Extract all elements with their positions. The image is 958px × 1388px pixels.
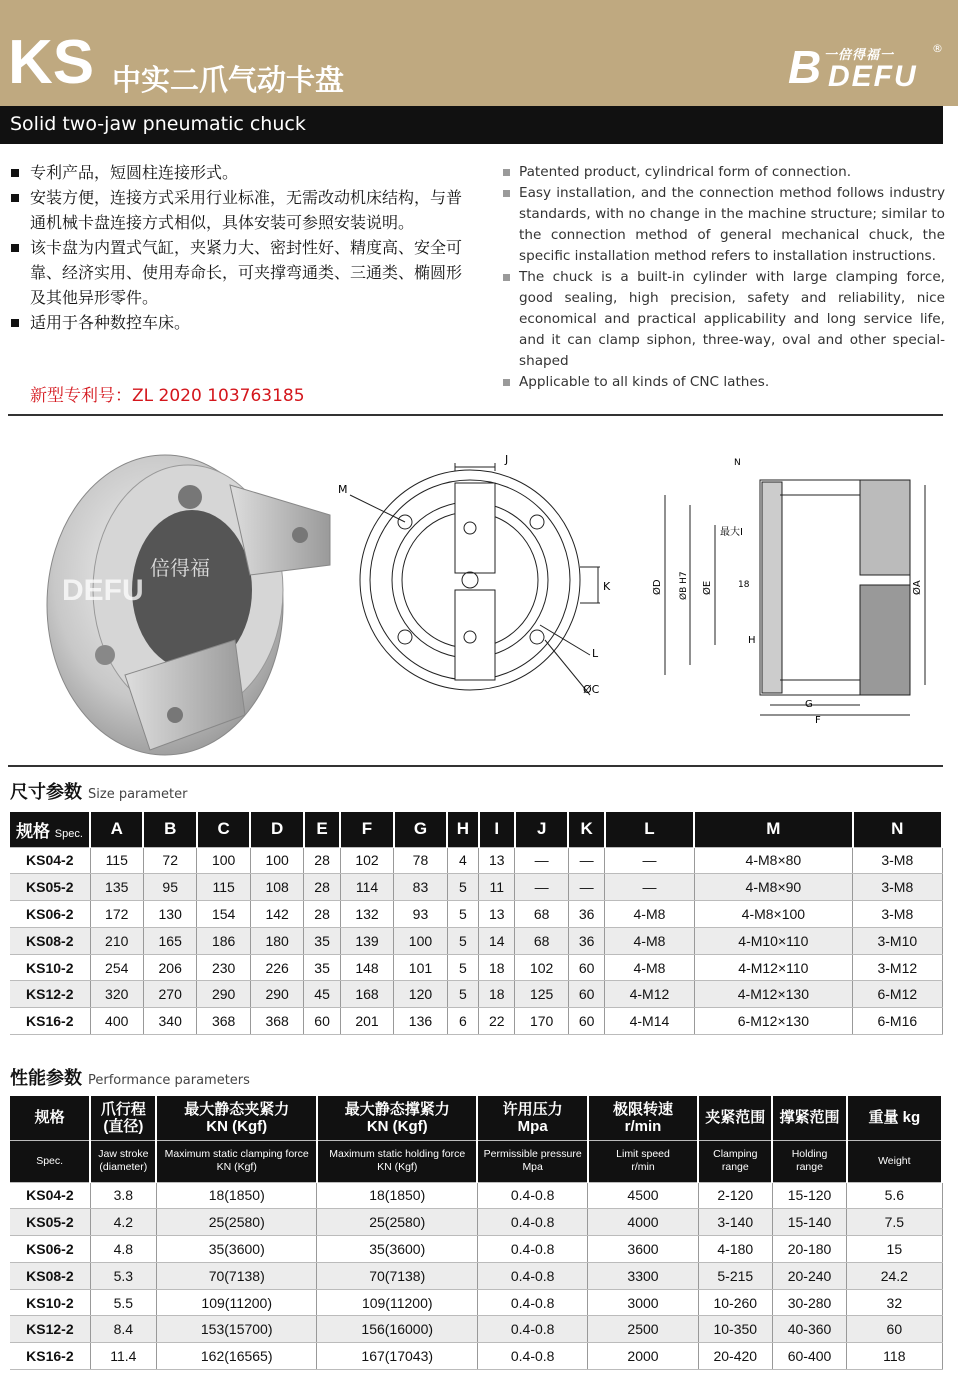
- table-cell: 70(7138): [317, 1262, 478, 1289]
- table-cell: 5-215: [698, 1262, 772, 1289]
- table-cell: 18: [479, 981, 515, 1008]
- table-cell: 0.4-0.8: [477, 1316, 587, 1343]
- product-title-en: Solid two-jaw pneumatic chuck: [0, 106, 943, 144]
- size-parameter-table: [10, 812, 943, 1035]
- dim-label-m: M: [338, 483, 348, 496]
- table-cell: —: [568, 847, 604, 874]
- table-cell: KS10-2: [10, 954, 90, 981]
- column-header-en: Maximum static clamping force KN (Kgf): [156, 1140, 317, 1182]
- table-row: [10, 954, 942, 981]
- dim-label-n: N: [734, 458, 741, 468]
- brand-logo-word: DEFU: [828, 60, 918, 93]
- table-cell: 320: [90, 981, 143, 1008]
- table-cell: KS05-2: [10, 1209, 90, 1236]
- table-row: [10, 1343, 942, 1370]
- table-cell: 18: [479, 954, 515, 981]
- table-cell: 3.8: [90, 1182, 156, 1209]
- features-cn-list: [10, 160, 470, 335]
- spec-header: 规格 Spec.: [10, 812, 90, 847]
- table-cell: 4-M8×90: [694, 874, 853, 901]
- column-header: J: [515, 812, 568, 847]
- table-cell: 35: [304, 954, 340, 981]
- watermark-cn: 倍得福: [150, 556, 210, 580]
- dim-label-18: 18: [738, 580, 750, 590]
- table-cell: 290: [250, 981, 303, 1008]
- column-header-cn: 撑紧范围: [772, 1096, 846, 1140]
- table-cell: 25(2580): [317, 1209, 478, 1236]
- table-cell: 5.3: [90, 1262, 156, 1289]
- table-cell: 290: [197, 981, 250, 1008]
- table-cell: 3-M8: [853, 847, 942, 874]
- table-cell: 6-M12: [853, 981, 942, 1008]
- table-cell: —: [568, 874, 604, 901]
- divider: [8, 414, 943, 416]
- product-title-cn: 中实二爪气动卡盘: [112, 63, 345, 97]
- table-cell: 32: [847, 1289, 942, 1316]
- table-cell: 4000: [588, 1209, 698, 1236]
- table-cell: 0.4-0.8: [477, 1209, 587, 1236]
- table-cell: 4-M8: [605, 901, 694, 928]
- table-cell: 226: [250, 954, 303, 981]
- table-cell: 210: [90, 927, 143, 954]
- table-cell: 45: [304, 981, 340, 1008]
- table-cell: 0.4-0.8: [477, 1289, 587, 1316]
- table-cell: 4: [447, 847, 478, 874]
- dim-label-f: F: [815, 715, 821, 726]
- table-cell: 101: [394, 954, 447, 981]
- table-cell: 3-M10: [853, 927, 942, 954]
- table-cell: KS08-2: [10, 1262, 90, 1289]
- column-header: L: [605, 812, 694, 847]
- table-cell: KS10-2: [10, 1289, 90, 1316]
- dim-label-b: ØB H7: [679, 571, 689, 600]
- table-cell: 4-M12: [605, 981, 694, 1008]
- table-cell: 165: [143, 927, 196, 954]
- table-cell: 5: [447, 874, 478, 901]
- table-cell: 4.8: [90, 1236, 156, 1263]
- table-cell: —: [605, 874, 694, 901]
- table-cell: 135: [90, 874, 143, 901]
- table-cell: 60: [568, 981, 604, 1008]
- table-cell: 230: [197, 954, 250, 981]
- table-cell: 4-M8: [605, 927, 694, 954]
- table-cell: 28: [304, 874, 340, 901]
- table-cell: 35(3600): [156, 1236, 317, 1263]
- table-cell: 4-M8×100: [694, 901, 853, 928]
- table-row: [10, 1236, 942, 1263]
- table-cell: 115: [197, 874, 250, 901]
- table-cell: 4-M12×130: [694, 981, 853, 1008]
- table-cell: 142: [250, 901, 303, 928]
- table-cell: 180: [250, 927, 303, 954]
- table-cell: 154: [197, 901, 250, 928]
- table-cell: 28: [304, 901, 340, 928]
- registered-mark: ®: [932, 42, 943, 55]
- performance-parameter-table: [10, 1096, 943, 1370]
- table-cell: 125: [515, 981, 568, 1008]
- table-cell: 102: [515, 954, 568, 981]
- size-section-title: 尺寸参数 Size parameter: [10, 782, 188, 803]
- table-cell: 153(15700): [156, 1316, 317, 1343]
- table-cell: 30-280: [772, 1289, 846, 1316]
- brand-logo-cn: 一倍得福一: [824, 48, 895, 63]
- features-en-list: [503, 162, 945, 393]
- table-cell: 24.2: [847, 1262, 942, 1289]
- table-cell: 3000: [588, 1289, 698, 1316]
- column-header: M: [694, 812, 853, 847]
- table-row: [10, 981, 942, 1008]
- table-cell: 139: [340, 927, 393, 954]
- table-cell: 36: [568, 927, 604, 954]
- patent-number: 新型专利号：ZL 2020 103763185: [30, 386, 305, 406]
- table-cell: 5: [447, 954, 478, 981]
- column-header: B: [143, 812, 196, 847]
- column-header: C: [197, 812, 250, 847]
- side-section-drawing: [665, 480, 925, 715]
- table-cell: KS12-2: [10, 981, 90, 1008]
- table-cell: 14: [479, 927, 515, 954]
- dim-label-c: ØC: [583, 683, 600, 696]
- table-cell: 2500: [588, 1316, 698, 1343]
- table-cell: 6-M12×130: [694, 1008, 853, 1035]
- table-cell: 3-140: [698, 1209, 772, 1236]
- dim-label-a: ØA: [912, 580, 923, 595]
- table-cell: 60: [847, 1316, 942, 1343]
- table-cell: 0.4-0.8: [477, 1182, 587, 1209]
- table-row: [10, 1289, 942, 1316]
- perf-header-row-en: [10, 1140, 942, 1182]
- table-cell: 95: [143, 874, 196, 901]
- table-cell: 115: [90, 847, 143, 874]
- table-cell: 5: [447, 901, 478, 928]
- column-header-cn: 重量 kg: [847, 1096, 942, 1140]
- table-cell: 60: [304, 1008, 340, 1035]
- column-header-en: Holding range: [772, 1140, 846, 1182]
- dim-label-k: K: [603, 580, 611, 593]
- dim-label-l: L: [592, 647, 599, 660]
- table-cell: 109(11200): [156, 1289, 317, 1316]
- table-cell: 109(11200): [317, 1289, 478, 1316]
- table-cell: 4-M10×110: [694, 927, 853, 954]
- feature-cn-item: 适用于各种数控车床。: [10, 310, 470, 335]
- column-header: F: [340, 812, 393, 847]
- table-cell: 3600: [588, 1236, 698, 1263]
- table-cell: —: [515, 847, 568, 874]
- table-cell: 72: [143, 847, 196, 874]
- table-row: [10, 1182, 942, 1209]
- table-cell: 15-120: [772, 1182, 846, 1209]
- table-cell: 4-180: [698, 1236, 772, 1263]
- table-cell: 13: [479, 847, 515, 874]
- dim-label-i: 最大I: [720, 527, 743, 538]
- feature-cn-item: 该卡盘为内置式气缸，夹紧力大、密封性好、精度高、安全可靠、经济实用、使用寿命长，可夹撑弯通类、三通类、椭圆形及其他异形零件。: [10, 235, 470, 310]
- table-cell: 5: [447, 927, 478, 954]
- table-cell: 4-M14: [605, 1008, 694, 1035]
- table-cell: 4-M12×110: [694, 954, 853, 981]
- table-cell: KS06-2: [10, 901, 90, 928]
- table-cell: 20-420: [698, 1343, 772, 1370]
- table-cell: 18(1850): [317, 1182, 478, 1209]
- table-row: [10, 1209, 942, 1236]
- product-code: KS: [8, 28, 95, 97]
- table-row: [10, 874, 942, 901]
- table-cell: 368: [250, 1008, 303, 1035]
- column-header: D: [250, 812, 303, 847]
- table-cell: KS16-2: [10, 1008, 90, 1035]
- column-header-cn: 夹紧范围: [698, 1096, 772, 1140]
- column-header-en: Maximum static holding force KN (Kgf): [317, 1140, 478, 1182]
- table-cell: 156(16000): [317, 1316, 478, 1343]
- column-header-en: Jaw stroke (diameter): [90, 1140, 156, 1182]
- table-cell: 5.5: [90, 1289, 156, 1316]
- table-cell: 368: [197, 1008, 250, 1035]
- table-cell: 70(7138): [156, 1262, 317, 1289]
- table-cell: 83: [394, 874, 447, 901]
- table-cell: 201: [340, 1008, 393, 1035]
- header-banner: [0, 0, 958, 106]
- table-cell: 0.4-0.8: [477, 1236, 587, 1263]
- table-cell: 254: [90, 954, 143, 981]
- table-cell: 170: [515, 1008, 568, 1035]
- feature-en-item: Applicable to all kinds of CNC lathes.: [503, 372, 945, 393]
- table-cell: KS08-2: [10, 927, 90, 954]
- table-cell: 102: [340, 847, 393, 874]
- table-cell: 60-400: [772, 1343, 846, 1370]
- dim-label-h: H: [748, 635, 756, 646]
- table-cell: 25(2580): [156, 1209, 317, 1236]
- brand-logo-letter: B: [788, 41, 822, 93]
- dim-label-g: G: [805, 699, 813, 710]
- table-cell: 186: [197, 927, 250, 954]
- feature-cn-item: 安装方便，连接方式采用行业标准，无需改动机床结构，与普通机械卡盘连接方式相似，具体安装可参照安装说明。: [10, 185, 470, 235]
- table-cell: 3-M8: [853, 874, 942, 901]
- table-cell: 60: [568, 1008, 604, 1035]
- table-cell: 6-M16: [853, 1008, 942, 1035]
- table-cell: 5: [447, 981, 478, 1008]
- table-cell: 2-120: [698, 1182, 772, 1209]
- table-cell: 18(1850): [156, 1182, 317, 1209]
- feature-en-item: Patented product, cylindrical form of connection.: [503, 162, 945, 183]
- table-cell: 10-350: [698, 1316, 772, 1343]
- table-cell: 340: [143, 1008, 196, 1035]
- table-cell: 28: [304, 847, 340, 874]
- column-header-en: Limit speed r/min: [588, 1140, 698, 1182]
- dim-label-e: ØE: [702, 580, 713, 595]
- dim-label-d: ØD: [652, 579, 663, 595]
- table-cell: 22: [479, 1008, 515, 1035]
- table-row: [10, 1262, 942, 1289]
- column-header-en: Permissible pressure Mpa: [477, 1140, 587, 1182]
- feature-en-item: Easy installation, and the connection method follows industry standards, with no change in the machine structure; similar to the connection method of general mechanical chuck, the specific installation method refers to installation instructions.: [503, 183, 945, 267]
- table-cell: 11: [479, 874, 515, 901]
- table-cell: 4500: [588, 1182, 698, 1209]
- divider: [8, 765, 943, 767]
- table-cell: 400: [90, 1008, 143, 1035]
- watermark-logo-letter: DEFU: [62, 574, 144, 607]
- table-cell: 2000: [588, 1343, 698, 1370]
- column-header: E: [304, 812, 340, 847]
- table-cell: KS04-2: [10, 1182, 90, 1209]
- table-cell: 4-M8: [605, 954, 694, 981]
- table-cell: 3-M8: [853, 901, 942, 928]
- size-header-row: [10, 812, 942, 847]
- column-header: I: [479, 812, 515, 847]
- table-cell: 120: [394, 981, 447, 1008]
- feature-en-item: The chuck is a built-in cylinder with large clamping force, good sealing, high precision, safety and reliability, nice economical and practical applicability and long service life, and it can clamp siphon, three-way, oval and other special-shaped: [503, 267, 945, 372]
- column-header: N: [853, 812, 942, 847]
- performance-section-title: 性能参数 Performance parameters: [10, 1068, 250, 1089]
- column-header-cn: 最大静态撑紧力 KN (Kgf): [317, 1096, 478, 1140]
- table-cell: 6: [447, 1008, 478, 1035]
- table-cell: KS16-2: [10, 1343, 90, 1370]
- table-cell: 136: [394, 1008, 447, 1035]
- table-cell: 206: [143, 954, 196, 981]
- table-cell: 168: [340, 981, 393, 1008]
- table-row: [10, 927, 942, 954]
- table-cell: 270: [143, 981, 196, 1008]
- table-cell: 78: [394, 847, 447, 874]
- table-cell: 68: [515, 901, 568, 928]
- table-cell: 108: [250, 874, 303, 901]
- table-cell: 13: [479, 901, 515, 928]
- table-cell: 167(17043): [317, 1343, 478, 1370]
- table-cell: KS05-2: [10, 874, 90, 901]
- column-header-en: Spec.: [10, 1140, 90, 1182]
- table-cell: 3-M12: [853, 954, 942, 981]
- dim-label-j: J: [505, 453, 509, 466]
- chuck-photo: [47, 455, 330, 755]
- table-cell: KS04-2: [10, 847, 90, 874]
- table-cell: 40-360: [772, 1316, 846, 1343]
- front-view-drawing: [350, 463, 600, 695]
- table-cell: 0.4-0.8: [477, 1262, 587, 1289]
- table-cell: KS06-2: [10, 1236, 90, 1263]
- table-cell: 148: [340, 954, 393, 981]
- table-cell: 4.2: [90, 1209, 156, 1236]
- table-cell: —: [605, 847, 694, 874]
- table-cell: 5.6: [847, 1182, 942, 1209]
- column-header-cn: 极限转速 r/min: [588, 1096, 698, 1140]
- table-cell: 100: [197, 847, 250, 874]
- table-cell: 118: [847, 1343, 942, 1370]
- table-cell: 93: [394, 901, 447, 928]
- feature-cn-item: 专利产品，短圆柱连接形式。: [10, 160, 470, 185]
- table-cell: 11.4: [90, 1343, 156, 1370]
- table-cell: 15-140: [772, 1209, 846, 1236]
- product-figures: [0, 425, 958, 760]
- table-row: [10, 901, 942, 928]
- perf-header-row-cn: [10, 1096, 942, 1140]
- table-cell: 4-M8×80: [694, 847, 853, 874]
- table-cell: 114: [340, 874, 393, 901]
- table-row: [10, 847, 942, 874]
- table-row: [10, 1008, 942, 1035]
- table-cell: 172: [90, 901, 143, 928]
- column-header: K: [568, 812, 604, 847]
- table-cell: KS12-2: [10, 1316, 90, 1343]
- table-cell: 10-260: [698, 1289, 772, 1316]
- table-cell: 8.4: [90, 1316, 156, 1343]
- table-cell: —: [515, 874, 568, 901]
- table-cell: 132: [340, 901, 393, 928]
- column-header-en: Clamping range: [698, 1140, 772, 1182]
- column-header: A: [90, 812, 143, 847]
- table-cell: 60: [568, 954, 604, 981]
- column-header-cn: 最大静态夹紧力 KN (Kgf): [156, 1096, 317, 1140]
- table-cell: 35(3600): [317, 1236, 478, 1263]
- column-header-cn: 爪行程 (直径): [90, 1096, 156, 1140]
- column-header: G: [394, 812, 447, 847]
- column-header: H: [447, 812, 478, 847]
- table-cell: 35: [304, 927, 340, 954]
- table-cell: 20-180: [772, 1236, 846, 1263]
- table-cell: 0.4-0.8: [477, 1343, 587, 1370]
- table-cell: 68: [515, 927, 568, 954]
- table-cell: 20-240: [772, 1262, 846, 1289]
- column-header-en: Weight: [847, 1140, 942, 1182]
- table-cell: 130: [143, 901, 196, 928]
- table-cell: 3300: [588, 1262, 698, 1289]
- table-cell: 36: [568, 901, 604, 928]
- table-cell: 162(16565): [156, 1343, 317, 1370]
- table-cell: 7.5: [847, 1209, 942, 1236]
- brand-logo: [788, 42, 948, 92]
- table-row: [10, 1316, 942, 1343]
- column-header-cn: 规格: [10, 1096, 90, 1140]
- table-cell: 100: [394, 927, 447, 954]
- table-cell: 15: [847, 1236, 942, 1263]
- column-header-cn: 许用压力 Mpa: [477, 1096, 587, 1140]
- table-cell: 100: [250, 847, 303, 874]
